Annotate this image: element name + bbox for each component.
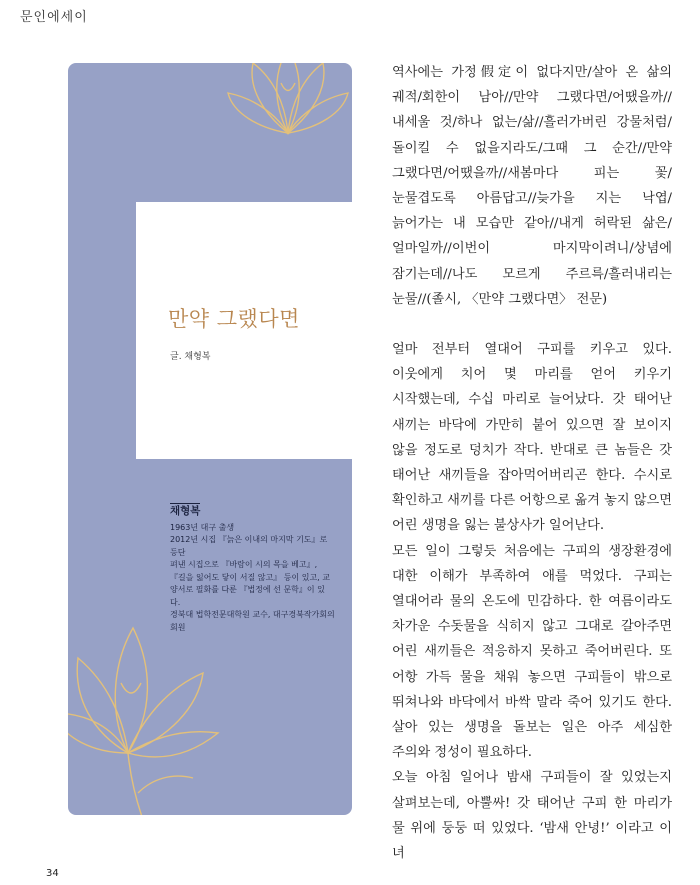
body-paragraph: 오늘 아침 일어나 밤새 구피들이 잘 있었는지 살펴보는데, 아뿔싸! 갓 태어난 구피 한 마리가 물 위에 둥둥 떠 있었다. ‘밤새 안녕!’ 이라고 이 녀 — [392, 770, 672, 862]
body-paragraph: 얼마 전부터 열대어 구피를 키우고 있다. 이웃에게 치어 몇 마리를 얻어 키우기 시작했는데, 수십 마리로 늘어났다. 갓 태어난 새끼는 바닥에 가만히 붙어 있으면 잘 보이지 않을 정도로 덩치가 작다. 반대로 큰 놈들은 갓 태어난 새끼들을 잡아먹어버리곤 한다. 수시로 확인하고 새끼를 다른 어항으로 옮겨 놓지 않으면 어린 생명을 잃는 불상사가 일어난다. — [392, 342, 672, 534]
bio-line: 2012년 시집 『늙은 이내의 마지막 기도』로 등단 — [170, 535, 328, 557]
byline: 글. 채형복 — [170, 352, 211, 362]
lotus-flower-top-icon — [223, 63, 352, 138]
page-number: 34 — [46, 868, 59, 879]
bio-line: 펴낸 시집으로 『바람이 시의 목을 베고』, 『길을 잃어도 닿이 서질 않고』 등이 있고, 교양서로 필화를 다룬 『법정에 선 문학』이 있다. — [170, 560, 330, 607]
section-label: 문인에세이 — [20, 10, 88, 25]
bio-line: 1963년 대구 출생 — [170, 522, 235, 532]
body-paragraph: 모든 일이 그렇듯 처음에는 구피의 생장환경에 대한 이해가 부족하여 애를 먹었다. 구피는 열대어라 물의 온도에 민감하다. 한 여름이라도 차가운 수돗물을 식히지 않고 그대로 갈아주면 어린 새끼들은 적응하지 못하고 죽어버린다. 또 어항 가득 물을 채워 놓으면 구피들이 밖으로 뛰쳐나와 바닥에서 바싹 말라 죽어 있기도 한다. 살아 있는 생명을 돌보는 일은 아주 세심한 주의와 정성이 필요하다. — [392, 543, 672, 761]
author-name: 채형복 — [170, 505, 201, 517]
bio-line: 경북대 법학전문대학원 교수, 대구경북작가회의 회원 — [170, 610, 335, 632]
essay-title: 만약 그랬다면 — [168, 307, 300, 331]
poem-paragraph: 역사에는 가정假定이 없다지만/살아 온 삶의 궤적/회한이 남아//만약 그랬다면/어땠을까//내세울 것/하나 없는/삶//흘러가버린 강물처럼/돌이킬 수 없을지라도/그때 그 순간//만약 그랬다면/어땠을까//새봄마다 피는 꽃/눈물겹도록 아름답고//늦가을 지는 낙엽/늙어가는 내 모습만 같아//내게 허락된 삶은/얼마일까//이번이 마지막이려니/상념에 잠기는데//나도 모르게 주르륵/흘러내리는 눈물//(졸시, 〈만약 그랬다면〉 전문) — [392, 65, 672, 307]
essay-body — [392, 60, 672, 866]
author-bio — [170, 503, 335, 634]
lotus-flower-bottom-icon — [68, 603, 223, 815]
